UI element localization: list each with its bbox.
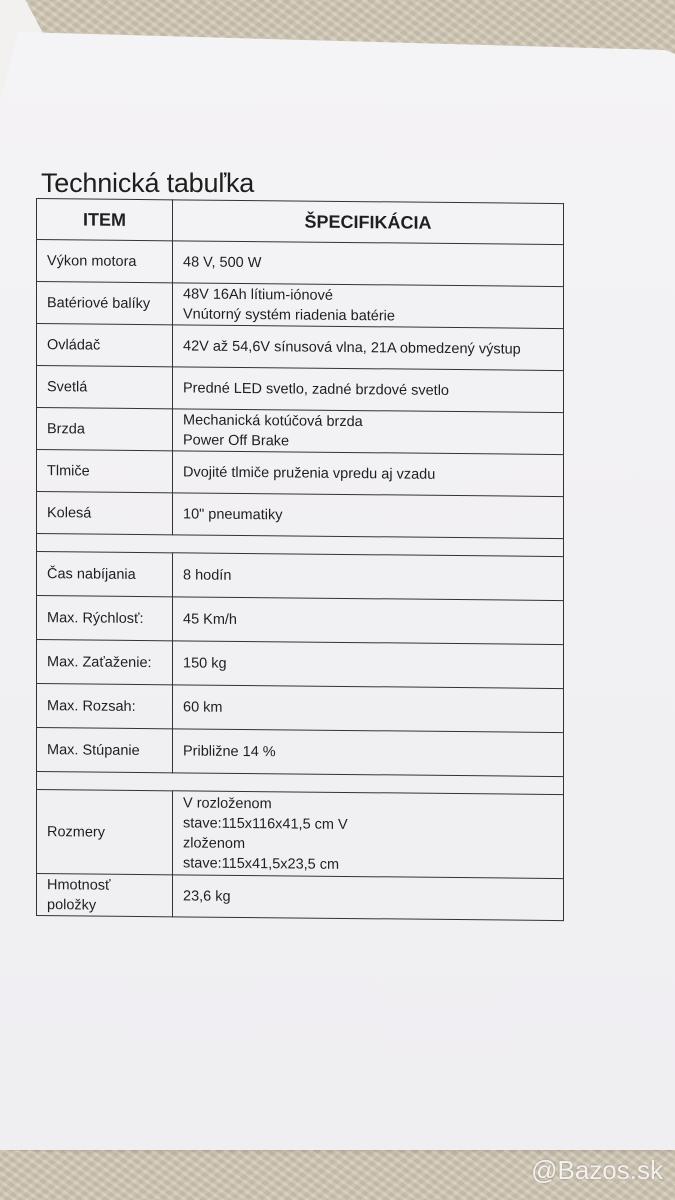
spec-line: Vnútorný systém riadenia batérie	[183, 305, 395, 324]
table-row	[37, 240, 564, 287]
spec-line: 48V 16Ah lítium-iónové	[183, 285, 333, 304]
table-row	[37, 874, 564, 921]
table-row	[37, 450, 564, 497]
spec-line: stave:115x116x41,5 cm V	[183, 814, 348, 833]
spec-cell	[173, 493, 564, 539]
spec-cell	[173, 367, 564, 413]
document-title: Technická tabuľka	[41, 168, 255, 198]
item-cell: Batériové balíky	[37, 282, 173, 325]
spec-line: 10" pneumatiky	[183, 505, 283, 523]
item-cell: Max. Rozsah:	[37, 684, 173, 729]
item-cell: Kolesá	[37, 492, 173, 535]
spec-line: 150 kg	[183, 654, 227, 672]
spec-line: V rozloženom	[183, 794, 272, 812]
spec-line: Približne 14 %	[183, 742, 276, 760]
spec-line: stave:115x41,5x23,5 cm	[183, 854, 340, 873]
spec-line: Power Off Brake	[183, 431, 290, 449]
table-row	[37, 408, 564, 455]
watermark: @Bazos.sk	[531, 1155, 663, 1185]
table-row	[37, 640, 564, 689]
item-cell: Hmotnosť položky	[37, 874, 173, 917]
table-row	[37, 596, 564, 645]
item-cell: Max. Zaťaženie:	[37, 640, 173, 685]
table-body	[37, 240, 564, 921]
table-row	[37, 728, 564, 777]
spec-line: Dvojité tlmiče pruženia vpredu aj vzadu	[183, 463, 436, 483]
spec-cell	[173, 641, 564, 689]
spec-cell	[173, 791, 564, 879]
table-row	[37, 282, 564, 329]
spec-cell	[173, 241, 564, 287]
spec-table-container	[36, 198, 564, 921]
table-row	[37, 552, 564, 601]
spec-cell	[173, 875, 564, 921]
header-spec: ŠPECIFIKÁCIA	[173, 200, 564, 245]
item-cell: Čas nabíjania	[37, 552, 173, 597]
spec-line: 48 V, 500 W	[183, 253, 262, 271]
spec-line: 45 Km/h	[183, 610, 237, 628]
spec-cell	[173, 283, 564, 329]
spec-cell	[173, 409, 564, 455]
table-row	[37, 324, 564, 371]
spec-line: Mechanická kotúčová brzda	[183, 411, 363, 430]
spec-cell	[173, 325, 564, 371]
spec-line: 23,6 kg	[183, 887, 231, 905]
table-row	[37, 684, 564, 733]
table-row	[37, 790, 564, 879]
item-cell: Max. Stúpanie	[37, 728, 173, 773]
header-item: ITEM	[37, 199, 173, 241]
spec-line: zloženom	[183, 834, 246, 852]
item-cell: Svetlá	[37, 366, 173, 409]
spec-line: 8 hodín	[183, 566, 232, 584]
item-cell: Výkon motora	[37, 240, 173, 283]
spec-line: Predné LED svetlo, zadné brzdové svetlo	[183, 379, 449, 399]
item-cell: Brzda	[37, 408, 173, 451]
spec-cell	[173, 685, 564, 733]
spec-cell	[173, 729, 564, 777]
item-cell: Tlmiče	[37, 450, 173, 493]
table-header-row	[37, 199, 564, 245]
spec-cell	[173, 451, 564, 497]
spec-cell	[173, 597, 564, 645]
spec-table	[36, 198, 564, 921]
spec-cell	[173, 553, 564, 601]
spec-line: 42V až 54,6V sínusová vlna, 21A obmedzený výstup	[183, 337, 521, 358]
table-row	[37, 492, 564, 539]
item-cell: Rozmery	[37, 790, 173, 875]
table-row	[37, 366, 564, 413]
spec-line: 60 km	[183, 698, 223, 716]
item-cell: Max. Rýchlosť:	[37, 596, 173, 641]
item-cell: Ovládač	[37, 324, 173, 367]
